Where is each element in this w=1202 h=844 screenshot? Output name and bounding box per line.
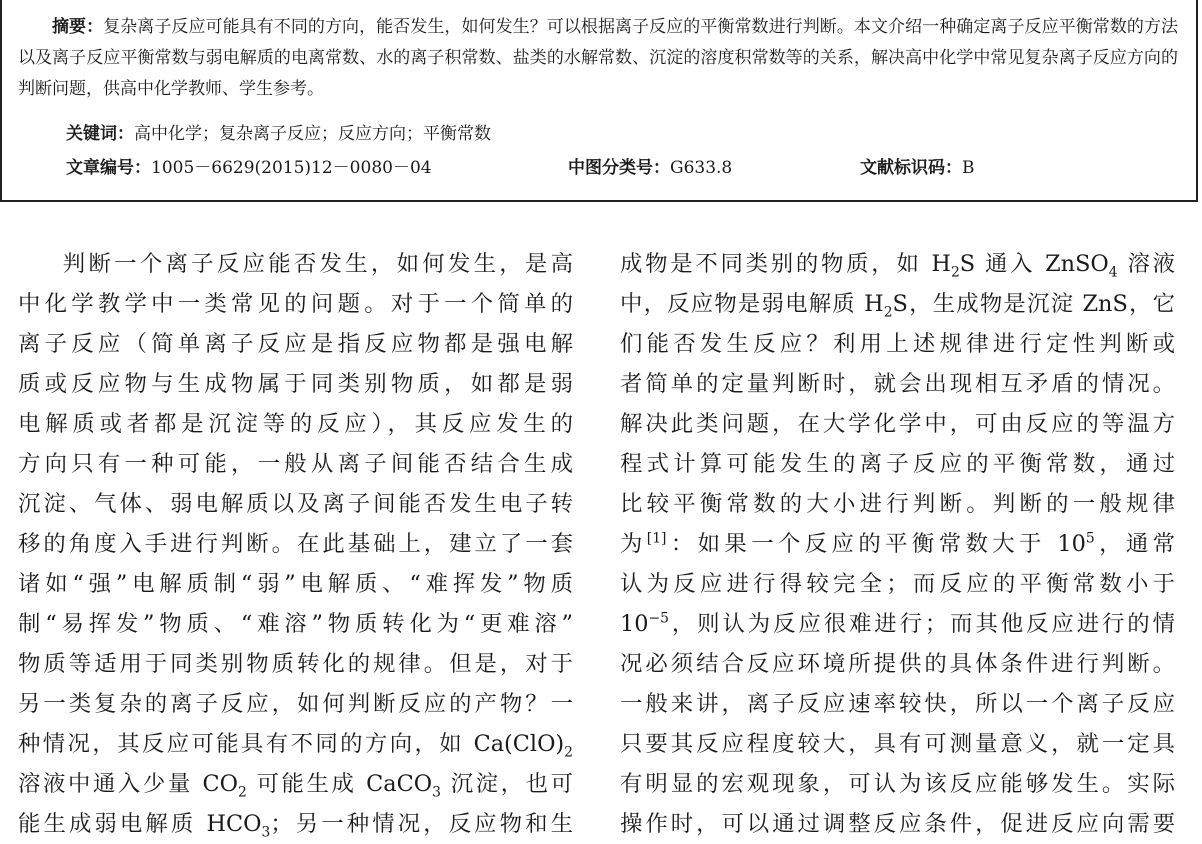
abstract bbox=[18, 12, 1178, 105]
keywords-label: 关键词： bbox=[66, 124, 134, 144]
text-segment: S，生成物是沉淀 ZnS，它 bbox=[892, 291, 1175, 317]
text-segment: ，则认为反应很难进行；而其他反应进行的情 bbox=[668, 611, 1175, 637]
text-line: 离子反应（简单离子反应是指反应物都是强电解 bbox=[18, 331, 573, 357]
text-line: 程式计算可能发生的离子反应的平衡常数，通过 bbox=[620, 451, 1175, 477]
body-column-right bbox=[620, 244, 1175, 844]
text-line: 方向只有一种可能，一般从离子间能否结合生成 bbox=[18, 451, 573, 477]
text-line: 另一类复杂的离子反应，如何判断反应的产物？一 bbox=[18, 691, 573, 717]
text-segment: 成物是不同类别的物质，如 H bbox=[620, 251, 951, 277]
text-line: 沉淀、气体、弱电解质以及离子间能否发生电子转 bbox=[18, 491, 573, 517]
script-text: 2 bbox=[883, 304, 893, 321]
text-line bbox=[620, 284, 1175, 324]
abstract-label: 摘要： bbox=[52, 17, 104, 37]
script-text: 4 bbox=[1108, 264, 1118, 281]
text-segment: 沉淀，也可 bbox=[440, 771, 573, 797]
text-line: 况必须结合反应环境所提供的具体条件进行判断。 bbox=[620, 651, 1175, 677]
text-line: 中化学教学中一类常见的问题。对于一个简单的 bbox=[18, 291, 573, 317]
text-line: 只要其反应程度较大，具有可测量意义，就一定具 bbox=[620, 731, 1175, 757]
script-text: 5 bbox=[1085, 530, 1095, 547]
script-text: −5 bbox=[648, 610, 669, 627]
text-segment: ：如果一个反应的平衡常数大于 10 bbox=[666, 531, 1086, 557]
script-text: [1] bbox=[646, 530, 667, 547]
document-code-value: B bbox=[962, 158, 975, 178]
script-text: 2 bbox=[564, 744, 573, 761]
text-segment: 为 bbox=[620, 531, 647, 557]
keywords bbox=[66, 121, 491, 147]
text-segment: 溶液中通入少量 CO bbox=[18, 771, 239, 797]
abstract-text: 复杂离子反应可能具有不同的方向，能否发生，如何发生？可以根据离子反应的平衡常数进行判断。本文介绍一种确定离子反应平衡常数的方法以及离子反应平衡常数与弱电解质的电离常数、水的离子积常数、盐类的水解常数、沉淀的溶度积常数等的关系，解决高中化学中常见复杂离子反应方向的判断问题，供高中化学教师、学生参考。 bbox=[18, 17, 1178, 99]
text-segment: 种情况，其反应可能具有不同的方向，如 Ca(ClO) bbox=[18, 731, 565, 757]
text-segment: 能生成弱电解质 HCO bbox=[18, 811, 262, 837]
text-line: 判断一个离子反应能否发生，如何发生，是高 bbox=[62, 251, 573, 277]
text-segment: ，通常 bbox=[1094, 531, 1176, 557]
text-line: 物质等适用于同类别物质转化的规律。但是，对于 bbox=[18, 651, 573, 677]
text-line bbox=[620, 524, 1175, 564]
text-line: 认为反应进行得较完全；而反应的平衡常数小于 bbox=[620, 571, 1175, 597]
text-segment: S 通入 ZnSO bbox=[959, 251, 1109, 277]
text-line: 者简单的定量判断时，就会出现相互矛盾的情况。 bbox=[620, 371, 1175, 397]
text-line bbox=[18, 764, 573, 804]
text-line bbox=[620, 604, 1175, 644]
clc-number-value: G633.8 bbox=[670, 158, 733, 178]
text-line: 比较平衡常数的大小进行判断。判断的一般规律 bbox=[620, 491, 1175, 517]
text-line: 质或反应物与生成物属于同类别物质，如都是弱 bbox=[18, 371, 573, 397]
text-line bbox=[620, 244, 1175, 284]
text-line: 有明显的宏观现象，可认为该反应能够发生。实际 bbox=[620, 771, 1175, 797]
text-segment: 溶液 bbox=[1117, 251, 1175, 277]
script-text: 2 bbox=[950, 264, 960, 281]
text-line: 诸如“强”电解质制“弱”电解质、“难挥发”物质 bbox=[18, 571, 573, 597]
text-line: 操作时，可以通过调整反应条件，促进反应向需要 bbox=[620, 811, 1175, 837]
text-line bbox=[18, 724, 573, 764]
text-segment: 中，反应物是弱电解质 H bbox=[620, 291, 884, 317]
article-number-label: 文章编号： bbox=[66, 158, 151, 178]
text-line: 们能否发生反应？利用上述规律进行定性判断或 bbox=[620, 331, 1175, 357]
article-number-value: 1005－6629(2015)12－0080－04 bbox=[151, 158, 432, 178]
document-code-label: 文献标识码： bbox=[860, 158, 962, 178]
text-line: 解决此类问题，在大学化学中，可由反应的等温方 bbox=[620, 411, 1175, 437]
script-text: 3 bbox=[261, 824, 271, 841]
clc-number-label: 中图分类号： bbox=[568, 158, 670, 178]
text-line bbox=[18, 804, 573, 844]
keywords-text: 高中化学；复杂离子反应；反应方向；平衡常数 bbox=[134, 124, 491, 144]
text-line: 一般来讲，离子反应速率较快，所以一个离子反应 bbox=[620, 691, 1175, 717]
text-segment: 10 bbox=[620, 611, 649, 637]
body-column-left bbox=[18, 244, 573, 844]
article-number bbox=[66, 155, 432, 181]
text-line: 电解质或者都是沉淀等的反应），其反应发生的 bbox=[18, 411, 573, 437]
text-segment: ；另一种情况，反应物和生 bbox=[270, 811, 573, 837]
text-line: 移的角度入手进行判断。在此基础上，建立了一套 bbox=[18, 531, 573, 557]
text-line: 制“易挥发”物质、“难溶”物质转化为“更难溶” bbox=[18, 611, 573, 637]
document-code bbox=[860, 155, 975, 181]
text-segment: 可能生成 CaCO bbox=[246, 771, 433, 797]
clc-number bbox=[568, 155, 732, 181]
script-text: 3 bbox=[432, 784, 441, 801]
script-text: 2 bbox=[238, 784, 247, 801]
